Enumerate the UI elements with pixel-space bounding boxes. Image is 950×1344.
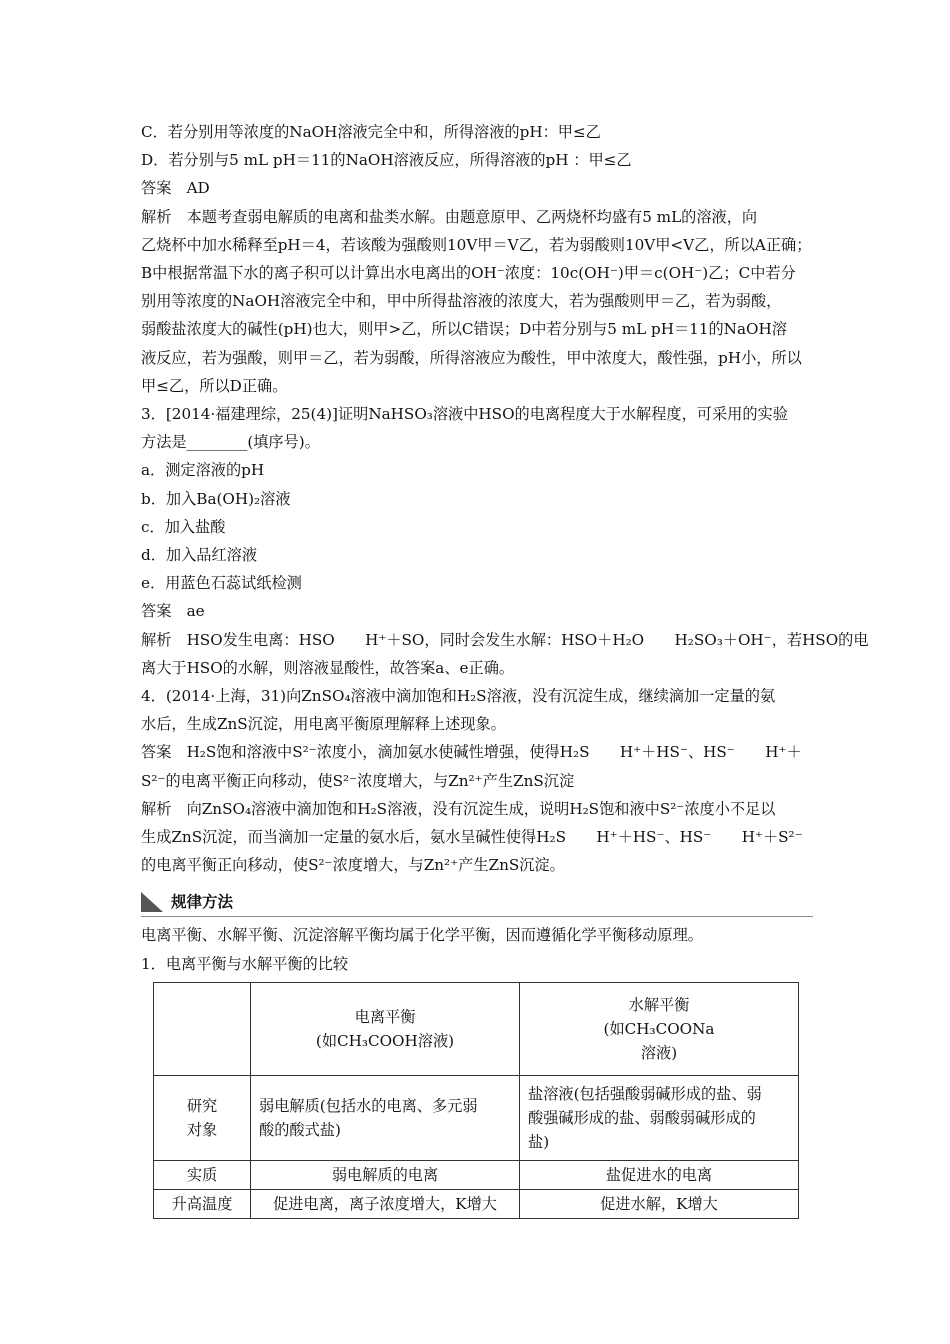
table-cell: 促进电离，离子浓度增大，K增大 xyxy=(251,1190,520,1219)
table-cell: 电离平衡 (如CH₃COOH溶液) xyxy=(251,983,520,1076)
table-cell: 实质 xyxy=(154,1161,251,1190)
summary-block xyxy=(141,921,813,977)
text-line: 解析 HSO发生电离：HSO H⁺＋SO，同时会发生水解：HSO＋H₂O H₂SO₃＋OH⁻，若HSO的电 xyxy=(141,630,869,649)
table-cell: 研究 对象 xyxy=(154,1076,251,1161)
section-marker-icon xyxy=(141,892,163,912)
text-line: 乙烧杯中加水稀释至pH＝4，若该酸为强酸则10V甲＝V乙，若为弱酸则10V甲<V乙，所以A正确； xyxy=(141,235,812,254)
text-line: 4．(2014·上海，31)向ZnSO₄溶液中滴加饱和H₂S溶液，没有沉淀生成，继续滴加一定量的氨 xyxy=(141,687,776,706)
text-line: e．用蓝色石蕊试纸检测 xyxy=(141,574,302,593)
text-line: d．加入品红溶液 xyxy=(141,546,258,565)
section-header xyxy=(141,889,813,915)
text-line: 的电离平衡正向移动，使S²⁻浓度增大，与Zn²⁺产生ZnS沉淀。 xyxy=(141,856,565,875)
text-line: 答案 H₂S饱和溶液中S²⁻浓度小，滴加氨水使碱性增强，使得H₂S H⁺＋HS⁻、HS⁻ H⁺＋ xyxy=(141,743,802,762)
table-cell: 促进水解，K增大 xyxy=(520,1190,799,1219)
text-line: 解析 本题考查弱电解质的电离和盐类水解。由题意原甲、乙两烧杯均盛有5 mL的溶液，向 xyxy=(141,207,758,226)
text-line: 电离平衡、水解平衡、沉淀溶解平衡均属于化学平衡，因而遵循化学平衡移动原理。 xyxy=(141,926,703,945)
text-line: D．若分别与5 mL pH＝11的NaOH溶液反应，所得溶液的pH ：甲≤乙 xyxy=(141,151,632,170)
text-line: 生成ZnS沉淀，而当滴加一定量的氨水后，氨水呈碱性使得H₂S H⁺＋HS⁻、HS⁻ H⁺＋S²⁻ xyxy=(141,828,803,847)
text-line: 解析 向ZnSO₄溶液中滴加饱和H₂S溶液，没有沉淀生成，说明H₂S饱和液中S²⁻浓度小不足以 xyxy=(141,799,776,818)
table-cell xyxy=(154,983,251,1076)
table-row xyxy=(154,1076,799,1161)
text-line: C．若分别用等浓度的NaOH溶液完全中和，所得溶液的pH：甲≤乙 xyxy=(141,123,601,141)
text-line: 答案 AD xyxy=(141,179,210,198)
text-line: 弱酸盐浓度大的碱性(pH)也大，则甲>乙，所以C错误；D中若分别与5 mL pH＝11的NaOH溶 xyxy=(141,320,787,339)
text-line: 水后，生成ZnS沉淀，用电离平衡原理解释上述现象。 xyxy=(141,715,506,734)
table-cell: 弱电解质的电离 xyxy=(251,1161,520,1190)
comparison-table xyxy=(153,982,799,1219)
table-row xyxy=(154,1190,799,1219)
section-title: 规律方法 xyxy=(171,893,234,912)
text-line: 1．电离平衡与水解平衡的比较 xyxy=(141,954,349,973)
table-cell: 升高温度 xyxy=(154,1190,251,1219)
text-line: a．测定溶液的pH xyxy=(141,461,265,480)
table-cell: 水解平衡 (如CH₃COONa 溶液) xyxy=(520,983,799,1076)
table-cell: 弱电解质(包括水的电离、多元弱 酸的酸式盐) xyxy=(251,1076,520,1161)
document-body xyxy=(141,118,869,978)
text-line: c．加入盐酸 xyxy=(141,517,226,536)
text-line: 离大于HSO的水解，则溶液显酸性，故答案a、e正确。 xyxy=(141,658,515,677)
table-header-row xyxy=(154,983,799,1076)
text-line: 别用等浓度的NaOH溶液完全中和，甲中所得盐溶液的浓度大，若为强酸则甲＝乙，若为弱酸， xyxy=(141,292,782,311)
table-cell: 盐溶液(包括强酸弱碱形成的盐、弱 酸强碱形成的盐、弱酸弱碱形成的 盐) xyxy=(520,1076,799,1161)
text-line: 甲≤乙，所以D正确。 xyxy=(141,376,288,395)
text-line: 答案 ae xyxy=(141,602,205,621)
text-line: 方法是________(填序号)。 xyxy=(141,433,320,452)
table-cell: 盐促进水的电离 xyxy=(520,1161,799,1190)
text-line: B中根据常温下水的离子积可以计算出水电离出的OH⁻浓度：10c(OH⁻)甲＝c(OH⁻)乙；C中若分 xyxy=(141,264,796,283)
text-line: 液反应，若为强酸，则甲＝乙，若为弱酸，所得溶液应为酸性，甲中浓度大，酸性强，pH小，所以 xyxy=(141,348,802,367)
section-rule xyxy=(141,916,813,918)
text-line: b．加入Ba(OH)₂溶液 xyxy=(141,489,291,508)
text-line: 3．[2014·福建理综，25(4)]证明NaHSO₃溶液中HSO的电离程度大于水解程度，可采用的实验 xyxy=(141,405,788,424)
text-line: S²⁻的电离平衡正向移动，使S²⁻浓度增大，与Zn²⁺产生ZnS沉淀 xyxy=(141,771,575,790)
table-row xyxy=(154,1161,799,1190)
question-block xyxy=(141,118,869,879)
